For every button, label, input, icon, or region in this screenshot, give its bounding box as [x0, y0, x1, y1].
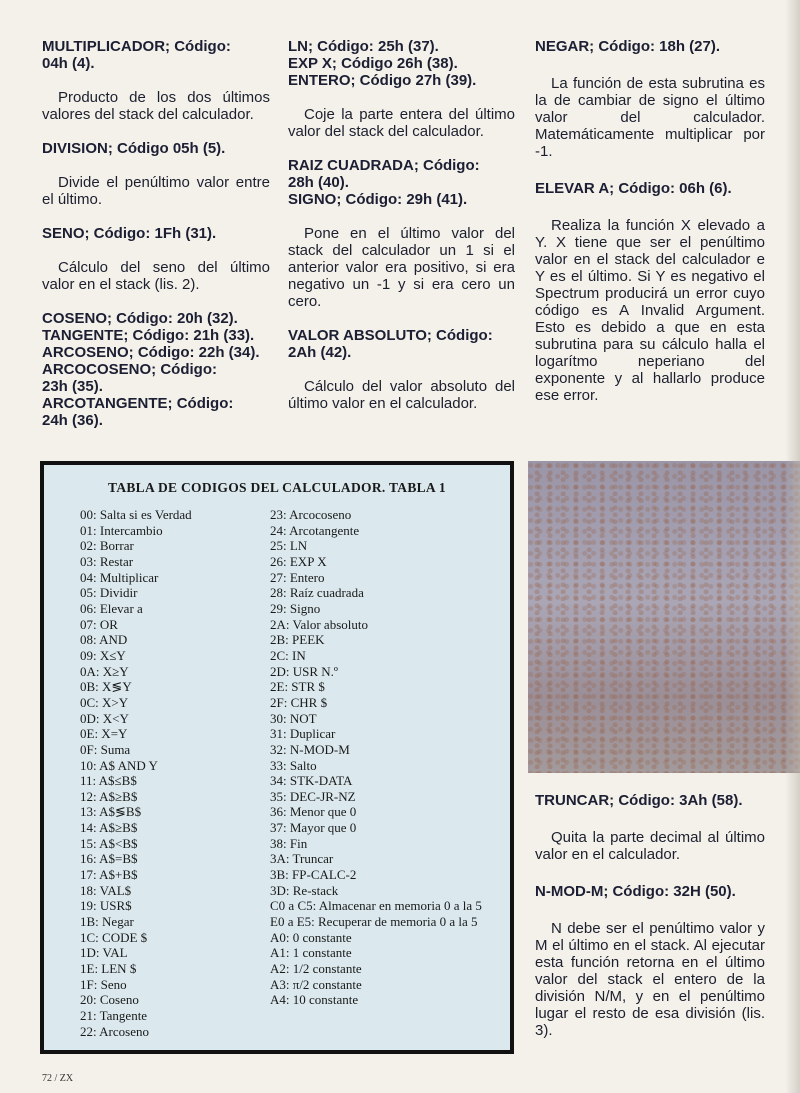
- table-entry: 16: A$=B$: [80, 851, 138, 867]
- table-entry: 18: VAL$: [80, 882, 132, 898]
- section-heading: RAIZ CUADRADA; Código:: [288, 157, 480, 174]
- table-entry: 1F: Seno: [80, 976, 127, 992]
- page-edge-shadow: [785, 0, 800, 1093]
- table-entry: 2F: CHR $: [270, 694, 328, 710]
- spacer: [288, 361, 515, 378]
- table-entry: 0E: X=Y: [80, 726, 128, 742]
- table-entry: 12: A$≥B$: [80, 788, 138, 804]
- table-entry: 1B: Negar: [80, 914, 134, 930]
- table-title: TABLA DE CODIGOS DEL CALCULADOR. TABLA 1: [108, 480, 446, 495]
- table-entry: 07: OR: [80, 616, 118, 632]
- table-entry: 19: USR$: [80, 898, 132, 914]
- body-paragraph: N debe ser el penúltimo valor y M el último en el stack. Al ejecutar esta función retorna en el último valor del stack el entero de la división N/M, y en el penúltimo lugar el resto de esa división (lis. 3).: [535, 920, 765, 1039]
- table-entry: 14: A$≥B$: [80, 820, 138, 836]
- table-entry: 29: Signo: [270, 600, 321, 616]
- column-3: [535, 38, 765, 404]
- table-entry: 0A: X≥Y: [80, 663, 129, 679]
- table-entry: 00: Salta si es Verdad: [80, 507, 192, 522]
- table-entry: 0B: X≶Y: [80, 679, 132, 695]
- table-entry: 06: Elevar a: [80, 600, 143, 616]
- table-entry: 34: STK-DATA: [270, 773, 353, 789]
- section-heading: SIGNO; Código: 29h (41).: [288, 191, 468, 208]
- table-entry: 26: EXP X: [270, 553, 327, 569]
- table-entry: A3: π/2 constante: [270, 976, 362, 992]
- column-4: [535, 792, 765, 1039]
- body-paragraph: Producto de los dos últimos valores del stack del calculador.: [42, 89, 270, 123]
- section-heading: MULTIPLICADOR; Código:: [42, 38, 231, 55]
- table-entry: 0C: X>Y: [80, 694, 129, 710]
- table-entry: 35: DEC-JR-NZ: [270, 788, 356, 804]
- body-paragraph: Coje la parte entera del último valor del stack del calculador.: [288, 106, 515, 140]
- table-entry: 3A: Truncar: [270, 851, 334, 867]
- spacer: [42, 208, 270, 225]
- table-right-column: [270, 507, 495, 1008]
- table-entry: A0: 0 constante: [270, 929, 352, 945]
- section-heading: EXP X; Código 26h (38).: [288, 55, 458, 72]
- table-entry: 01: Intercambio: [80, 522, 163, 538]
- table-entry: 30: NOT: [270, 710, 317, 726]
- table-entry: 2B: PEEK: [270, 632, 325, 648]
- table-entry: 13: A$≶B$: [80, 804, 142, 820]
- calculator-codes-table: [40, 461, 514, 1054]
- table-entry: 22: Arcoseno: [80, 1023, 149, 1039]
- spacer: [288, 89, 515, 106]
- table-entry: 15: A$<B$: [80, 835, 138, 851]
- section-heading: TRUNCAR; Código: 3Ah (58).: [535, 792, 743, 809]
- table-entry: 05: Dividir: [80, 585, 138, 601]
- section-heading: COSENO; Código: 20h (32).: [42, 310, 238, 327]
- section-heading: N-MOD-M; Código: 32H (50).: [535, 883, 736, 900]
- table-entry: 2E: STR $: [270, 679, 325, 695]
- table-entry: 0D: X<Y: [80, 710, 129, 726]
- section-heading: LN; Código: 25h (37).: [288, 38, 439, 55]
- table-entry: 25: LN: [270, 538, 308, 554]
- spacer: [288, 208, 515, 225]
- section-heading: 24h (36).: [42, 412, 103, 429]
- section-heading: ARCOTANGENTE; Código:: [42, 395, 234, 412]
- body-paragraph: Cálculo del valor absoluto del último valor en el calculador.: [288, 378, 515, 412]
- table-entry: 2C: IN: [270, 647, 306, 663]
- body-paragraph: Cálculo del seno del último valor en el stack (lis. 2).: [42, 259, 270, 293]
- table-entry: A4: 10 constante: [270, 992, 359, 1008]
- section-heading: DIVISION; Código 05h (5).: [42, 140, 226, 157]
- photo-image: [528, 461, 800, 773]
- spacer: [535, 809, 765, 829]
- table-entry: 20: Coseno: [80, 992, 139, 1008]
- body-paragraph: Realiza la función X elevado a Y. X tiene que ser el penúltimo valor en el stack del calculador e Y es el último. Si Y es negativo el Spectrum producirá un error cuyo código es A Invalid Argument. Esto es debido a que en esta subrutina para su cálculo halla el logarítmo neperiano del exponente y al hallarlo produce ese error.: [535, 217, 765, 404]
- section-heading: ENTERO; Código 27h (39).: [288, 72, 477, 89]
- section-heading: VALOR ABSOLUTO; Código:: [288, 327, 493, 344]
- table-entry: 09: X≤Y: [80, 647, 126, 663]
- spacer: [42, 123, 270, 140]
- table-entry: 33: Salto: [270, 757, 317, 773]
- table-entry: 36: Menor que 0: [270, 804, 357, 820]
- table-entry: 3B: FP-CALC-2: [270, 867, 357, 883]
- table-entry: 27: Entero: [270, 569, 325, 585]
- section-heading: SENO; Código: 1Fh (31).: [42, 225, 217, 242]
- table-entry: 24: Arcotangente: [270, 522, 360, 538]
- spacer: [288, 140, 515, 157]
- table-entry: 03: Restar: [80, 553, 134, 569]
- table-entry: 0F: Suma: [80, 741, 131, 757]
- table-entry: 1D: VAL: [80, 945, 128, 961]
- table-entry: A2: 1/2 constante: [270, 961, 362, 977]
- table-entry: 04: Multiplicar: [80, 569, 159, 585]
- spacer: [535, 863, 765, 883]
- section-heading: ARCOSENO; Código: 22h (34).: [42, 344, 260, 361]
- section-heading: ELEVAR A; Código: 06h (6).: [535, 180, 732, 197]
- spacer: [535, 900, 765, 920]
- table-entry: 11: A$≤B$: [80, 773, 137, 789]
- spacer: [535, 55, 765, 75]
- body-paragraph: Pone en el último valor del stack del calculador un 1 si el anterior valor era positivo, si era negativo un -1 y si era cero un cero.: [288, 225, 515, 310]
- column-2: [288, 38, 515, 412]
- section-heading: 28h (40).: [288, 174, 349, 191]
- table-entry: 1C: CODE $: [80, 929, 148, 945]
- table-entry: 08: AND: [80, 632, 128, 648]
- section-heading: TANGENTE; Código: 21h (33).: [42, 327, 255, 344]
- table-entry: 21: Tangente: [80, 1008, 148, 1023]
- body-paragraph: Divide el penúltimo valor entre el último.: [42, 174, 270, 208]
- table-entry: 2D: USR N.º: [270, 663, 338, 679]
- table-entry: A1: 1 constante: [270, 945, 352, 961]
- table-entry: C0 a C5: Almacenar en memoria 0 a la 5: [270, 898, 482, 914]
- section-heading: NEGAR; Código: 18h (27).: [535, 38, 721, 55]
- table-entry: 28: Raíz cuadrada: [270, 585, 364, 601]
- table-entry: 17: A$+B$: [80, 867, 138, 883]
- table-entry: 02: Borrar: [80, 538, 134, 554]
- spacer: [535, 197, 765, 217]
- section-heading: 2Ah (42).: [288, 344, 352, 361]
- spacer: [42, 157, 270, 174]
- body-paragraph: Quita la parte decimal al último valor en el calculador.: [535, 829, 765, 863]
- spacer: [535, 160, 765, 180]
- table-entry: 37: Mayor que 0: [270, 820, 357, 836]
- section-heading: 04h (4).: [42, 55, 95, 72]
- table-left-column: [80, 507, 270, 1039]
- table-entry: 10: A$ AND Y: [80, 757, 158, 773]
- spacer: [42, 242, 270, 259]
- section-heading: ARCOCOSENO; Código:: [42, 361, 217, 378]
- table-entry: 31: Duplicar: [270, 726, 336, 742]
- table-entry: 1E: LEN $: [80, 961, 137, 977]
- table-entry: 38: Fin: [270, 835, 308, 851]
- page-footer: 72 / ZX: [42, 1073, 74, 1084]
- table-entry: 3D: Re-stack: [270, 882, 339, 898]
- table-entry: 23: Arcocoseno: [270, 507, 352, 522]
- table-entry: 32: N-MOD-M: [270, 741, 350, 757]
- spacer: [42, 72, 270, 89]
- body-paragraph: La función de esta subrutina es la de cambiar de signo el último valor del calculador. Matemáticamente multiplicar por -1.: [535, 75, 765, 160]
- spacer: [288, 310, 515, 327]
- table-entry: E0 a E5: Recuperar de memoria 0 a la 5: [270, 914, 478, 930]
- section-heading: 23h (35).: [42, 378, 103, 395]
- column-1: [42, 38, 270, 429]
- table-entry: 2A: Valor absoluto: [270, 616, 368, 632]
- spacer: [42, 293, 270, 310]
